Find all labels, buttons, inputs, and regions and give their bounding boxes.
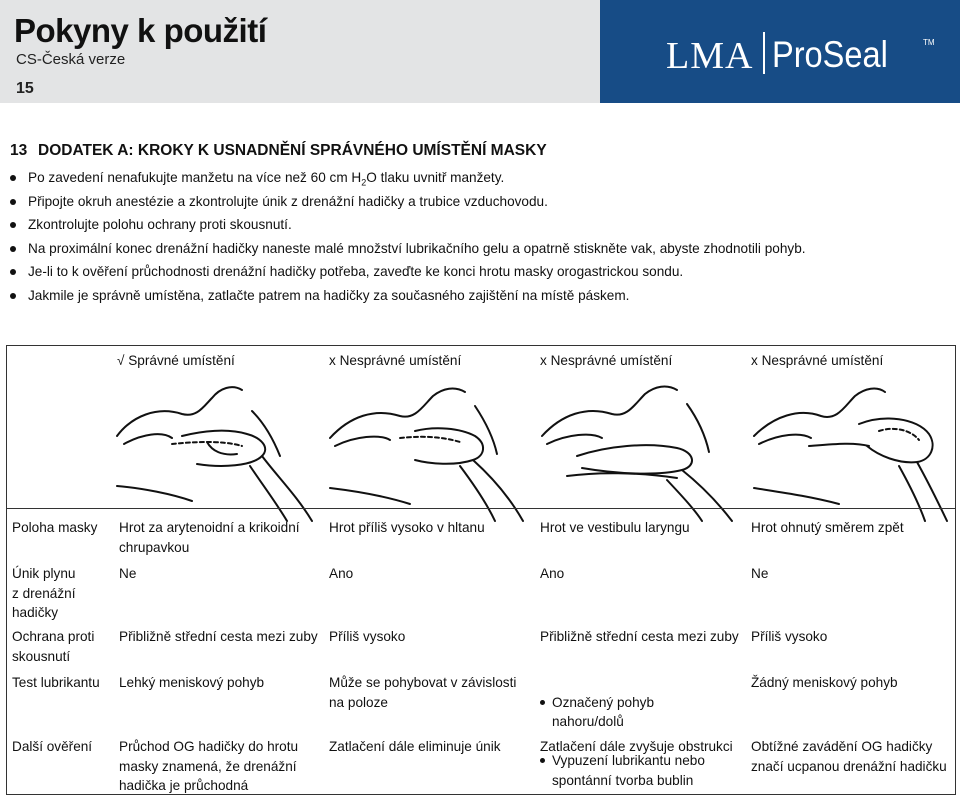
step1-subscript: 2	[361, 177, 367, 188]
cell-mask-position-3: Hrot ve vestibulu laryngu	[540, 520, 690, 535]
row-label-gas-leak: Únik plynu z drenážní hadičky	[12, 566, 76, 620]
step1-text-after: O tlaku uvnitř manžety.	[366, 170, 505, 185]
illustration-correct-placement	[112, 376, 317, 524]
cell-gas-leak-4: Ne	[751, 566, 769, 581]
steps-list	[6, 166, 946, 308]
row-label-mask-position: Poloha masky	[12, 520, 98, 535]
language-subtitle: CS-Česká verze	[16, 51, 126, 68]
logo-lma-text: LMA	[666, 35, 754, 77]
cell-bite-block-3: Přibližně střední cesta mezi zuby	[540, 629, 739, 644]
cell-gas-leak-2: Ano	[329, 566, 354, 581]
step1-text-before: Po zavedení nenafukujte manžetu na více než 60 cm H	[28, 170, 362, 185]
cell-mask-position-2: Hrot příliš vysoko v hltanu	[329, 520, 485, 535]
section-heading	[10, 142, 547, 160]
header-incorrect-placement-1: x Nesprávné umístění	[329, 353, 462, 368]
lubricant-bullet: Označený pohyb nahoru/dolů	[538, 693, 728, 732]
cell-mask-position-4: Hrot ohnutý směrem zpět	[751, 520, 904, 535]
step-item: Na proximální konec drenážní hadičky naneste malé množství lubrikačního gelu a opatrně stiskněte vak, abyste zhodnotili pohyb.	[6, 237, 946, 261]
row-separator	[7, 508, 955, 509]
cell-lubricant-test-4: Žádný meniskový pohyb	[751, 675, 898, 690]
logo-trademark: TM	[923, 38, 935, 47]
header-correct-placement: √ Správné umístění	[117, 353, 235, 368]
step-item: Zkontrolujte polohu ochrany proti skousnutí.	[6, 213, 946, 237]
cell-bite-block-4: Příliš vysoko	[751, 629, 828, 644]
step-item	[6, 166, 946, 190]
step-item: Je-li to k ověření průchodnosti drenážní hadičky potřeba, zaveďte ke konci hrotu masky orogastrickou sondu.	[6, 260, 946, 284]
row-label-bite-block: Ochrana proti skousnutí	[12, 629, 95, 664]
cell-further-check-2: Zatlačení dále eliminuje únik	[329, 739, 501, 754]
cell-gas-leak-1: Ne	[119, 566, 137, 581]
section-title-text: DODATEK A: KROKY K USNADNĚNÍ SPRÁVNÉHO UMÍSTĚNÍ MASKY	[38, 142, 547, 159]
logo-proseal-text: ProSeal	[772, 34, 888, 75]
row-label-further-check: Další ověření	[12, 739, 93, 754]
cell-further-check-4: Obtížné zavádění OG hadičky značí ucpanou drenážní hadičku	[751, 739, 947, 774]
cell-bite-block-2: Příliš vysoko	[329, 629, 406, 644]
step-item: Připojte okruh anestézie a zkontrolujte únik z drenážní hadičky a trubice vzduchovodu.	[6, 190, 946, 214]
page-title: Pokyny k použití	[14, 12, 267, 49]
illustration-incorrect-placement-1	[325, 376, 530, 524]
header-incorrect-placement-3: x Nesprávné umístění	[751, 353, 884, 368]
header-incorrect-placement-2: x Nesprávné umístění	[540, 353, 673, 368]
row-label-lubricant-test: Test lubrikantu	[12, 675, 100, 690]
cell-bite-block-1: Přibližně střední cesta mezi zuby	[119, 629, 318, 644]
illustration-incorrect-placement-2	[537, 376, 742, 524]
cell-lubricant-test-2: Může se pohybovat v závislosti na poloze	[329, 675, 517, 710]
cell-further-check-1: Průchod OG hadičky do hrotu masky znamená, že drenážní hadička je průchodná	[119, 739, 299, 793]
page-header	[0, 0, 960, 103]
brand-logo	[600, 0, 960, 103]
cell-gas-leak-3: Ano	[540, 566, 565, 581]
placement-table	[6, 345, 956, 795]
section-number: 13	[10, 142, 28, 159]
step-item: Jakmile je správně umístěna, zatlačte patrem na hadičky za současného zajištění na místě páskem.	[6, 284, 946, 308]
page-number: 15	[16, 80, 34, 97]
cell-mask-position-1: Hrot za arytenoidní a krikoidní chrupavkou	[119, 520, 300, 555]
logo-divider	[763, 32, 765, 74]
cell-further-check-3: Zatlačení dále zvyšuje obstrukci	[540, 739, 733, 754]
cell-lubricant-test-1: Lehký meniskový pohyb	[119, 675, 265, 690]
illustration-incorrect-placement-3	[749, 376, 954, 524]
lubricant-bullet: Vypuzení lubrikantu nebo spontánní tvorba bublin	[538, 751, 728, 790]
